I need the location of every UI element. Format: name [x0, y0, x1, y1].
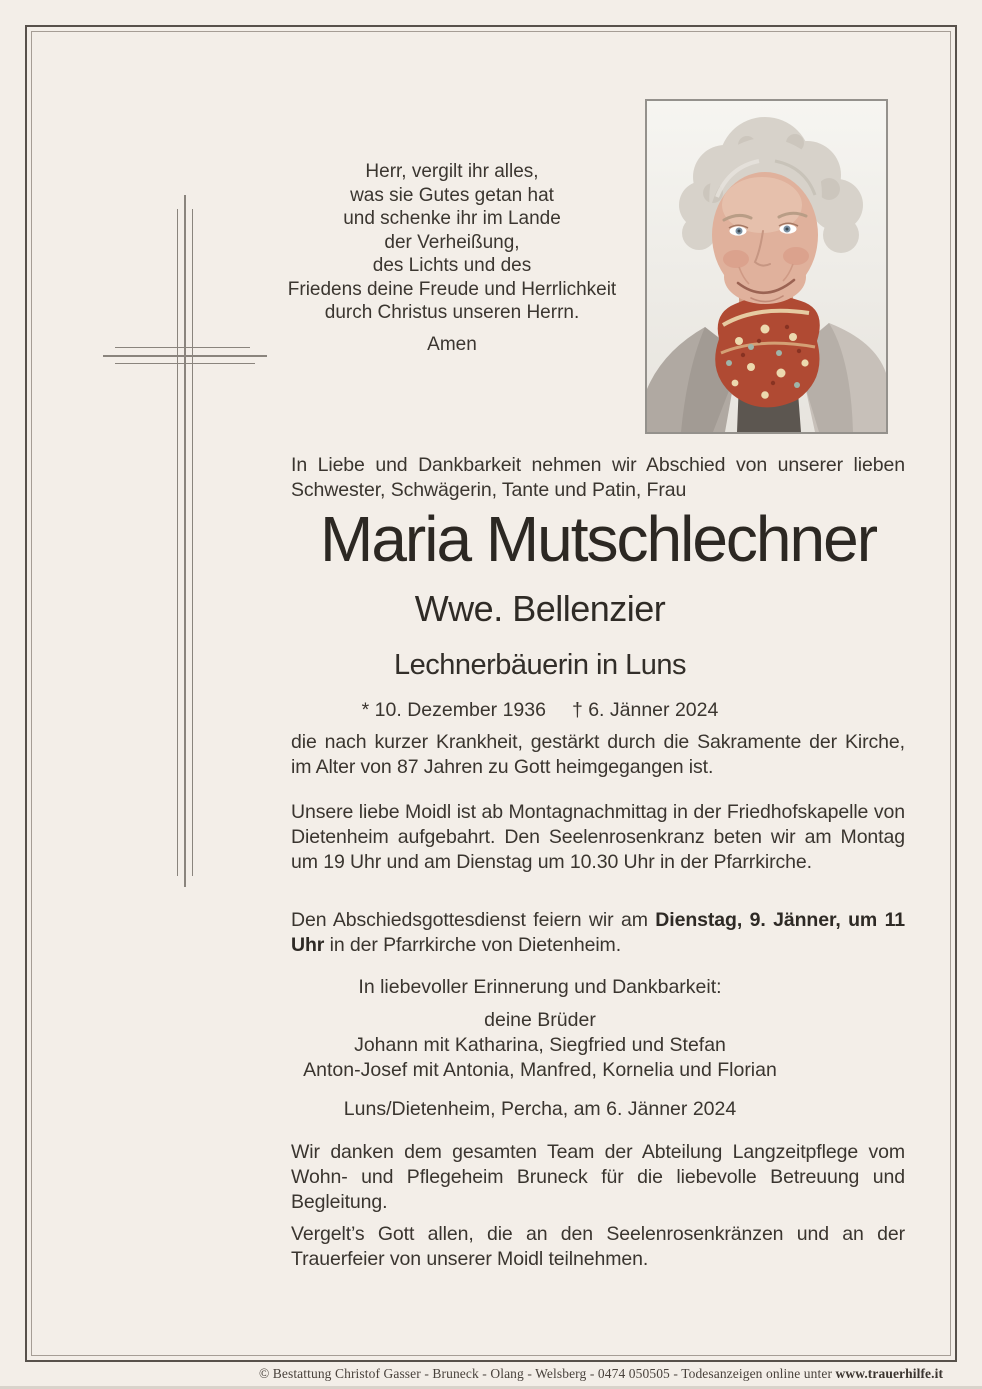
funeral-text: in der Pfarrkirche von Dietenheim.	[324, 934, 622, 956]
farm-title: Lechnerbäuerin in Luns	[393, 649, 687, 681]
prayer-line: was sie Gutes getan hat	[350, 184, 554, 206]
deceased-name: Maria Mutschlechner	[320, 503, 876, 575]
prayer-line: und schenke ihr im Lande	[343, 208, 561, 229]
passing-paragraph: die nach kurzer Krankheit, gestärkt durch die Sakramente der Kirche, im Alter von 87 Jahren zu Gott heimgegangen ist.	[291, 731, 905, 778]
thanks-all-paragraph: Vergelt’s Gott allen, die an den Seelenrosenkränzen und an der Trauerfeier von unserer Moidl teilnehmen.	[291, 1223, 905, 1270]
thanks-team-paragraph: Wir danken dem gesamten Team der Abteilung Langzeitpflege vom Wohn- und Pflegeheim Bruneck für die liebevolle Betreuung und Begleitung.	[291, 1141, 905, 1213]
birth-date: * 10. Dezember 1936	[361, 699, 546, 721]
prayer-line: Friedens deine Freude und Herrlichkeit	[287, 278, 617, 300]
cross-line	[184, 195, 186, 887]
death-date: † 6. Jänner 2024	[571, 699, 719, 721]
prayer-line: des Lichts und des	[372, 255, 532, 276]
footer-text: © Bestattung Christof Gasser - Bruneck - Olang - Welsberg - 0474 050505 - Todesanzeigen online unter	[258, 1366, 836, 1381]
family-line: Anton-Josef mit Antonia, Manfred, Kornelia und Florian	[303, 1059, 777, 1081]
funeral-home-website: www.trauerhilfe.it	[835, 1366, 944, 1381]
life-dates	[175, 699, 905, 722]
portrait-photo	[645, 99, 888, 434]
prayer-text	[202, 160, 702, 356]
prayer-line: der Verheißung,	[384, 231, 520, 253]
cross-line	[115, 363, 255, 364]
prayer-amen: Amen	[427, 333, 477, 355]
prayer-line: durch Christus unseren Herrn.	[324, 302, 580, 323]
intro-text: In Liebe und Dankbarkeit nehmen wir Abschied von unserer lieben Schwester, Schwägerin, Tante und Patin, Frau	[291, 454, 905, 501]
cross-line	[177, 209, 178, 876]
funeral-text: Den Abschiedsgottesdienst feiern wir am	[291, 909, 656, 931]
footer-credit	[240, 1366, 962, 1382]
portrait-illustration	[647, 101, 886, 432]
prayer-line: Herr, vergilt ihr alles,	[365, 161, 539, 182]
funeral-paragraph	[291, 908, 905, 958]
remembrance-heading: In liebevoller Erinnerung und Dankbarkeit:	[358, 976, 722, 998]
funeral-date-time: Dienstag, 9. Jänner, um 11 Uhr	[291, 909, 906, 956]
remembrance-block	[175, 975, 905, 1083]
widow-title: Wwe. Bellenzier	[414, 588, 666, 629]
family-line: Johann mit Katharina, Siegfried und Stefan	[354, 1034, 726, 1056]
relation-label: deine Brüder	[484, 1009, 596, 1031]
place-date-line: Luns/Dietenheim, Percha, am 6. Jänner 2024	[343, 1098, 737, 1120]
laying-out-paragraph: Unsere liebe Moidl ist ab Montagnachmittag in der Friedhofskapelle von Dietenheim aufgebahrt. Den Seelenrosenkranz beten wir am Montag um 19 Uhr und am Dienstag um 10.30 Uhr in der Pfarrkirche.	[291, 801, 905, 873]
cross-line	[192, 209, 193, 876]
